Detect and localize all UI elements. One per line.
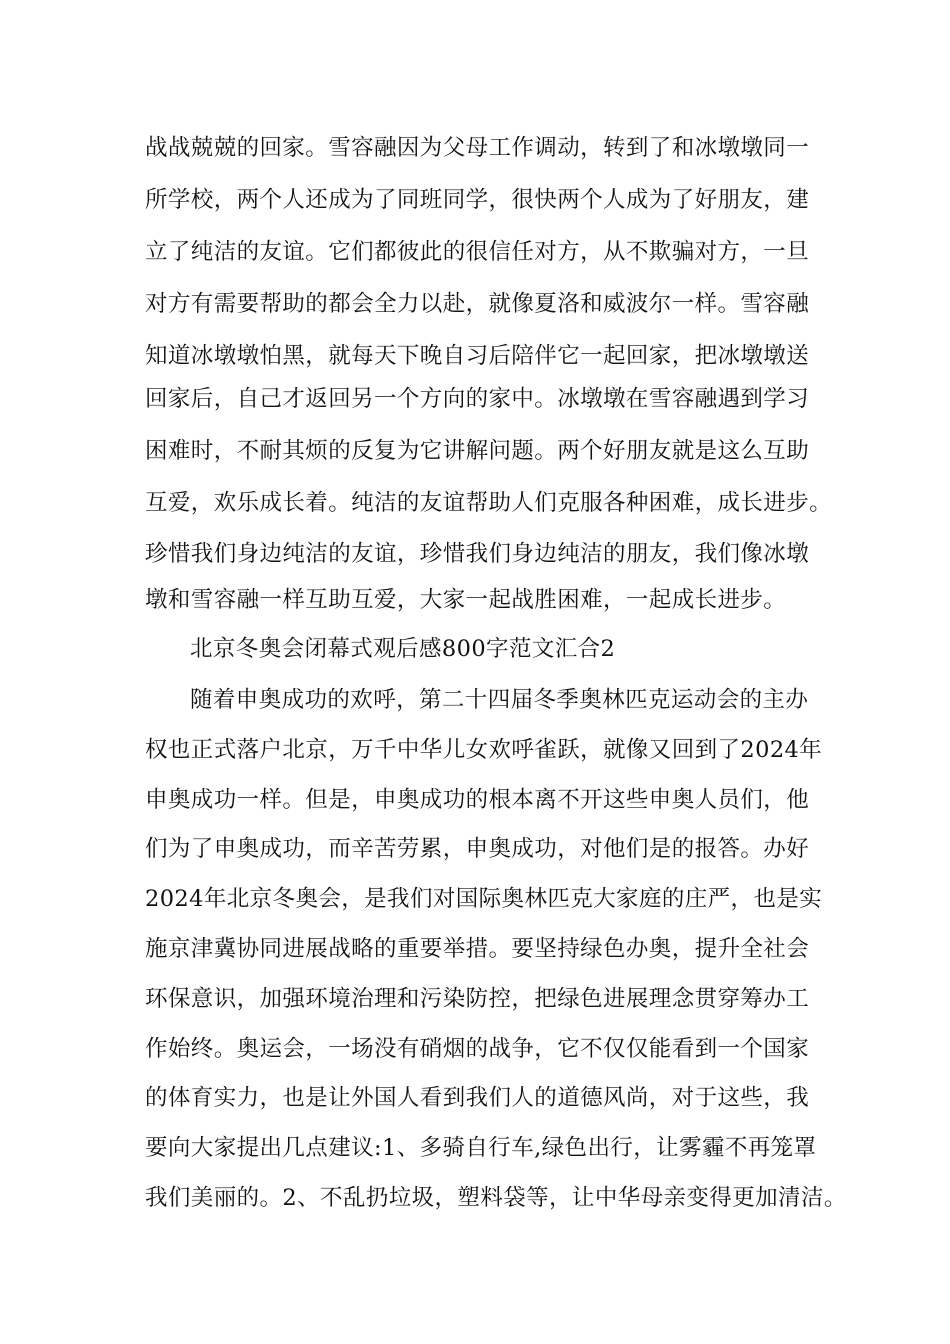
paragraph-2-line-5: 2024年北京冬奥会，是我们对国际奥林匹克大家庭的庄严，也是实 [145, 886, 823, 912]
paragraph-1-line-5: 知道冰墩墩怕黑，就每天下晚自习后陪伴它一起回家，把冰墩墩送 [145, 343, 810, 369]
paragraph-1-line-1: 战战兢兢的回家。雪容融因为父母工作调动，转到了和冰墩墩同一 [145, 135, 810, 161]
paragraph-1-line-9: 珍惜我们身边纯洁的友谊，珍惜我们身边纯洁的朋友，我们像冰墩 [145, 541, 810, 567]
paragraph-2-line-11: 我们美丽的。2、不乱扔垃圾，塑料袋等，让中华母亲变得更加清洁。 [145, 1185, 847, 1211]
paragraph-2-line-7: 环保意识，加强环境治理和污染防控，把绿色进展理念贯穿筹办工 [145, 986, 810, 1012]
paragraph-2-line-10: 要向大家提出几点建议:1、多骑自行车,绿色出行，让雾霾不再笼罩 [145, 1135, 817, 1161]
paragraph-1-line-8: 互爱，欢乐成长着。纯洁的友谊帮助人们克服各种困难，成长进步。 [145, 490, 833, 516]
paragraph-1-line-6: 回家后，自己才返回另一个方向的家中。冰墩墩在雪容融遇到学习 [145, 386, 810, 412]
paragraph-2-line-4: 们为了申奥成功，而辛苦劳累，申奥成功，对他们是的报答。办好 [145, 836, 810, 862]
paragraph-1-line-10: 墩和雪容融一样互助互爱，大家一起战胜困难，一起成长进步。 [145, 587, 787, 613]
paragraph-1-line-4: 对方有需要帮助的都会全力以赴，就像夏洛和威波尔一样。雪容融 [145, 291, 810, 317]
paragraph-2-line-6: 施京津冀协同进展战略的重要举措。要坚持绿色办奥，提升全社会 [145, 936, 810, 962]
paragraph-1-line-3: 立了纯洁的友谊。它们都彼此的很信任对方，从不欺骗对方，一旦 [145, 239, 810, 265]
paragraph-2-line-2: 权也正式落户北京，万千中华儿女欢呼雀跃，就像又回到了2024年 [145, 737, 823, 763]
paragraph-1-line-7: 困难时，不耐其烦的反复为它讲解问题。两个好朋友就是这么互助 [145, 438, 810, 464]
paragraph-2-line-3: 申奥成功一样。但是，申奥成功的根本离不开这些申奥人员们，他 [145, 787, 810, 813]
paragraph-2-line-9: 的体育实力，也是让外国人看到我们人的道德风尚，对于这些，我 [145, 1085, 810, 1111]
section-heading: 北京冬奥会闭幕式观后感800字范文汇合2 [190, 636, 616, 662]
paragraph-2-line-1: 随着申奥成功的欢呼，第二十四届冬季奥林匹克运动会的主办 [190, 687, 809, 713]
paragraph-1-line-2: 所学校，两个人还成为了同班同学，很快两个人成为了好朋友，建 [145, 187, 810, 213]
paragraph-2-line-8: 作始终。奥运会，一场没有硝烟的战争，它不仅仅能看到一个国家 [145, 1036, 810, 1062]
